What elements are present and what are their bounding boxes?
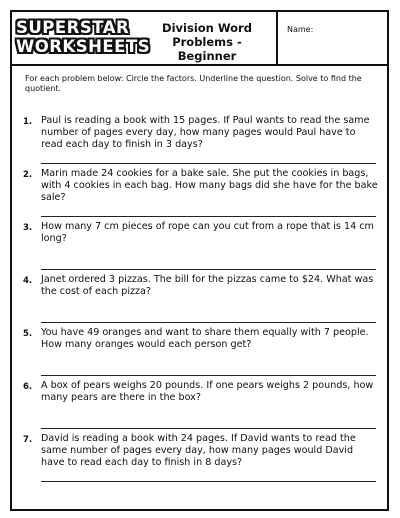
problem-7 [12, 433, 387, 486]
problem-number: 7. [23, 435, 33, 445]
problem-4 [12, 274, 387, 327]
worksheet-title [142, 21, 272, 63]
answer-line[interactable] [41, 481, 376, 482]
problem-number: 4. [23, 276, 33, 286]
answer-line[interactable] [41, 216, 376, 217]
problem-number: 2. [23, 170, 33, 180]
answer-line[interactable] [41, 163, 376, 164]
problem-number: 3. [23, 223, 33, 233]
problem-text: You have 49 oranges and want to share them equally with 7 people. How many oranges would each person get? [41, 327, 369, 350]
title-line-1: Division Word [162, 21, 252, 35]
problem-5 [12, 327, 387, 380]
problem-number: 6. [23, 382, 33, 392]
problem-number: 5. [23, 329, 33, 339]
problem-text: Marin made 24 cookies for a bake sale. She put the cookies in bags, with 4 cookies in each bag. How many bags did she have for the bake sale? [41, 168, 378, 203]
problem-text: Paul is reading a book with 15 pages. If Paul wants to read the same number of pages every day, how many pages would Paul have to read each day to finish in 3 days? [41, 115, 370, 150]
problem-number: 1. [23, 117, 33, 127]
answer-line[interactable] [41, 428, 376, 429]
answer-line[interactable] [41, 375, 376, 376]
problem-list [12, 115, 387, 486]
problem-text: A box of pears weighs 20 pounds. If one pears weighs 2 pounds, how many pears are there in the box? [41, 380, 374, 403]
problem-2 [12, 168, 387, 221]
problem-text: How many 7 cm pieces of rope can you cut from a rope that is 14 cm long? [41, 221, 374, 244]
problem-1 [12, 115, 387, 168]
superstar-worksheets-logo [16, 18, 151, 58]
worksheet-header [12, 12, 387, 66]
answer-line[interactable] [41, 322, 376, 323]
logo-line-2: WORKSHEETS [16, 37, 151, 56]
logo-line-1: SUPERSTAR [16, 18, 130, 37]
name-label: Name: [287, 25, 314, 34]
problem-6 [12, 380, 387, 433]
answer-line[interactable] [41, 269, 376, 270]
problem-text: David is reading a book with 24 pages. If David wants to read the same number of pages every day, how many pages would David have to read each day to finish in 8 days? [41, 433, 356, 468]
instructions: For each problem below: Circle the factors. Underline the question. Solve to find the quotient. [25, 74, 362, 93]
title-line-2: Problems - Beginner [172, 35, 242, 63]
name-box[interactable] [276, 12, 387, 64]
problem-3 [12, 221, 387, 274]
problem-text: Janet ordered 3 pizzas. The bill for the pizzas came to $24. What was the cost of each pizza? [41, 274, 374, 297]
worksheet [10, 10, 389, 511]
